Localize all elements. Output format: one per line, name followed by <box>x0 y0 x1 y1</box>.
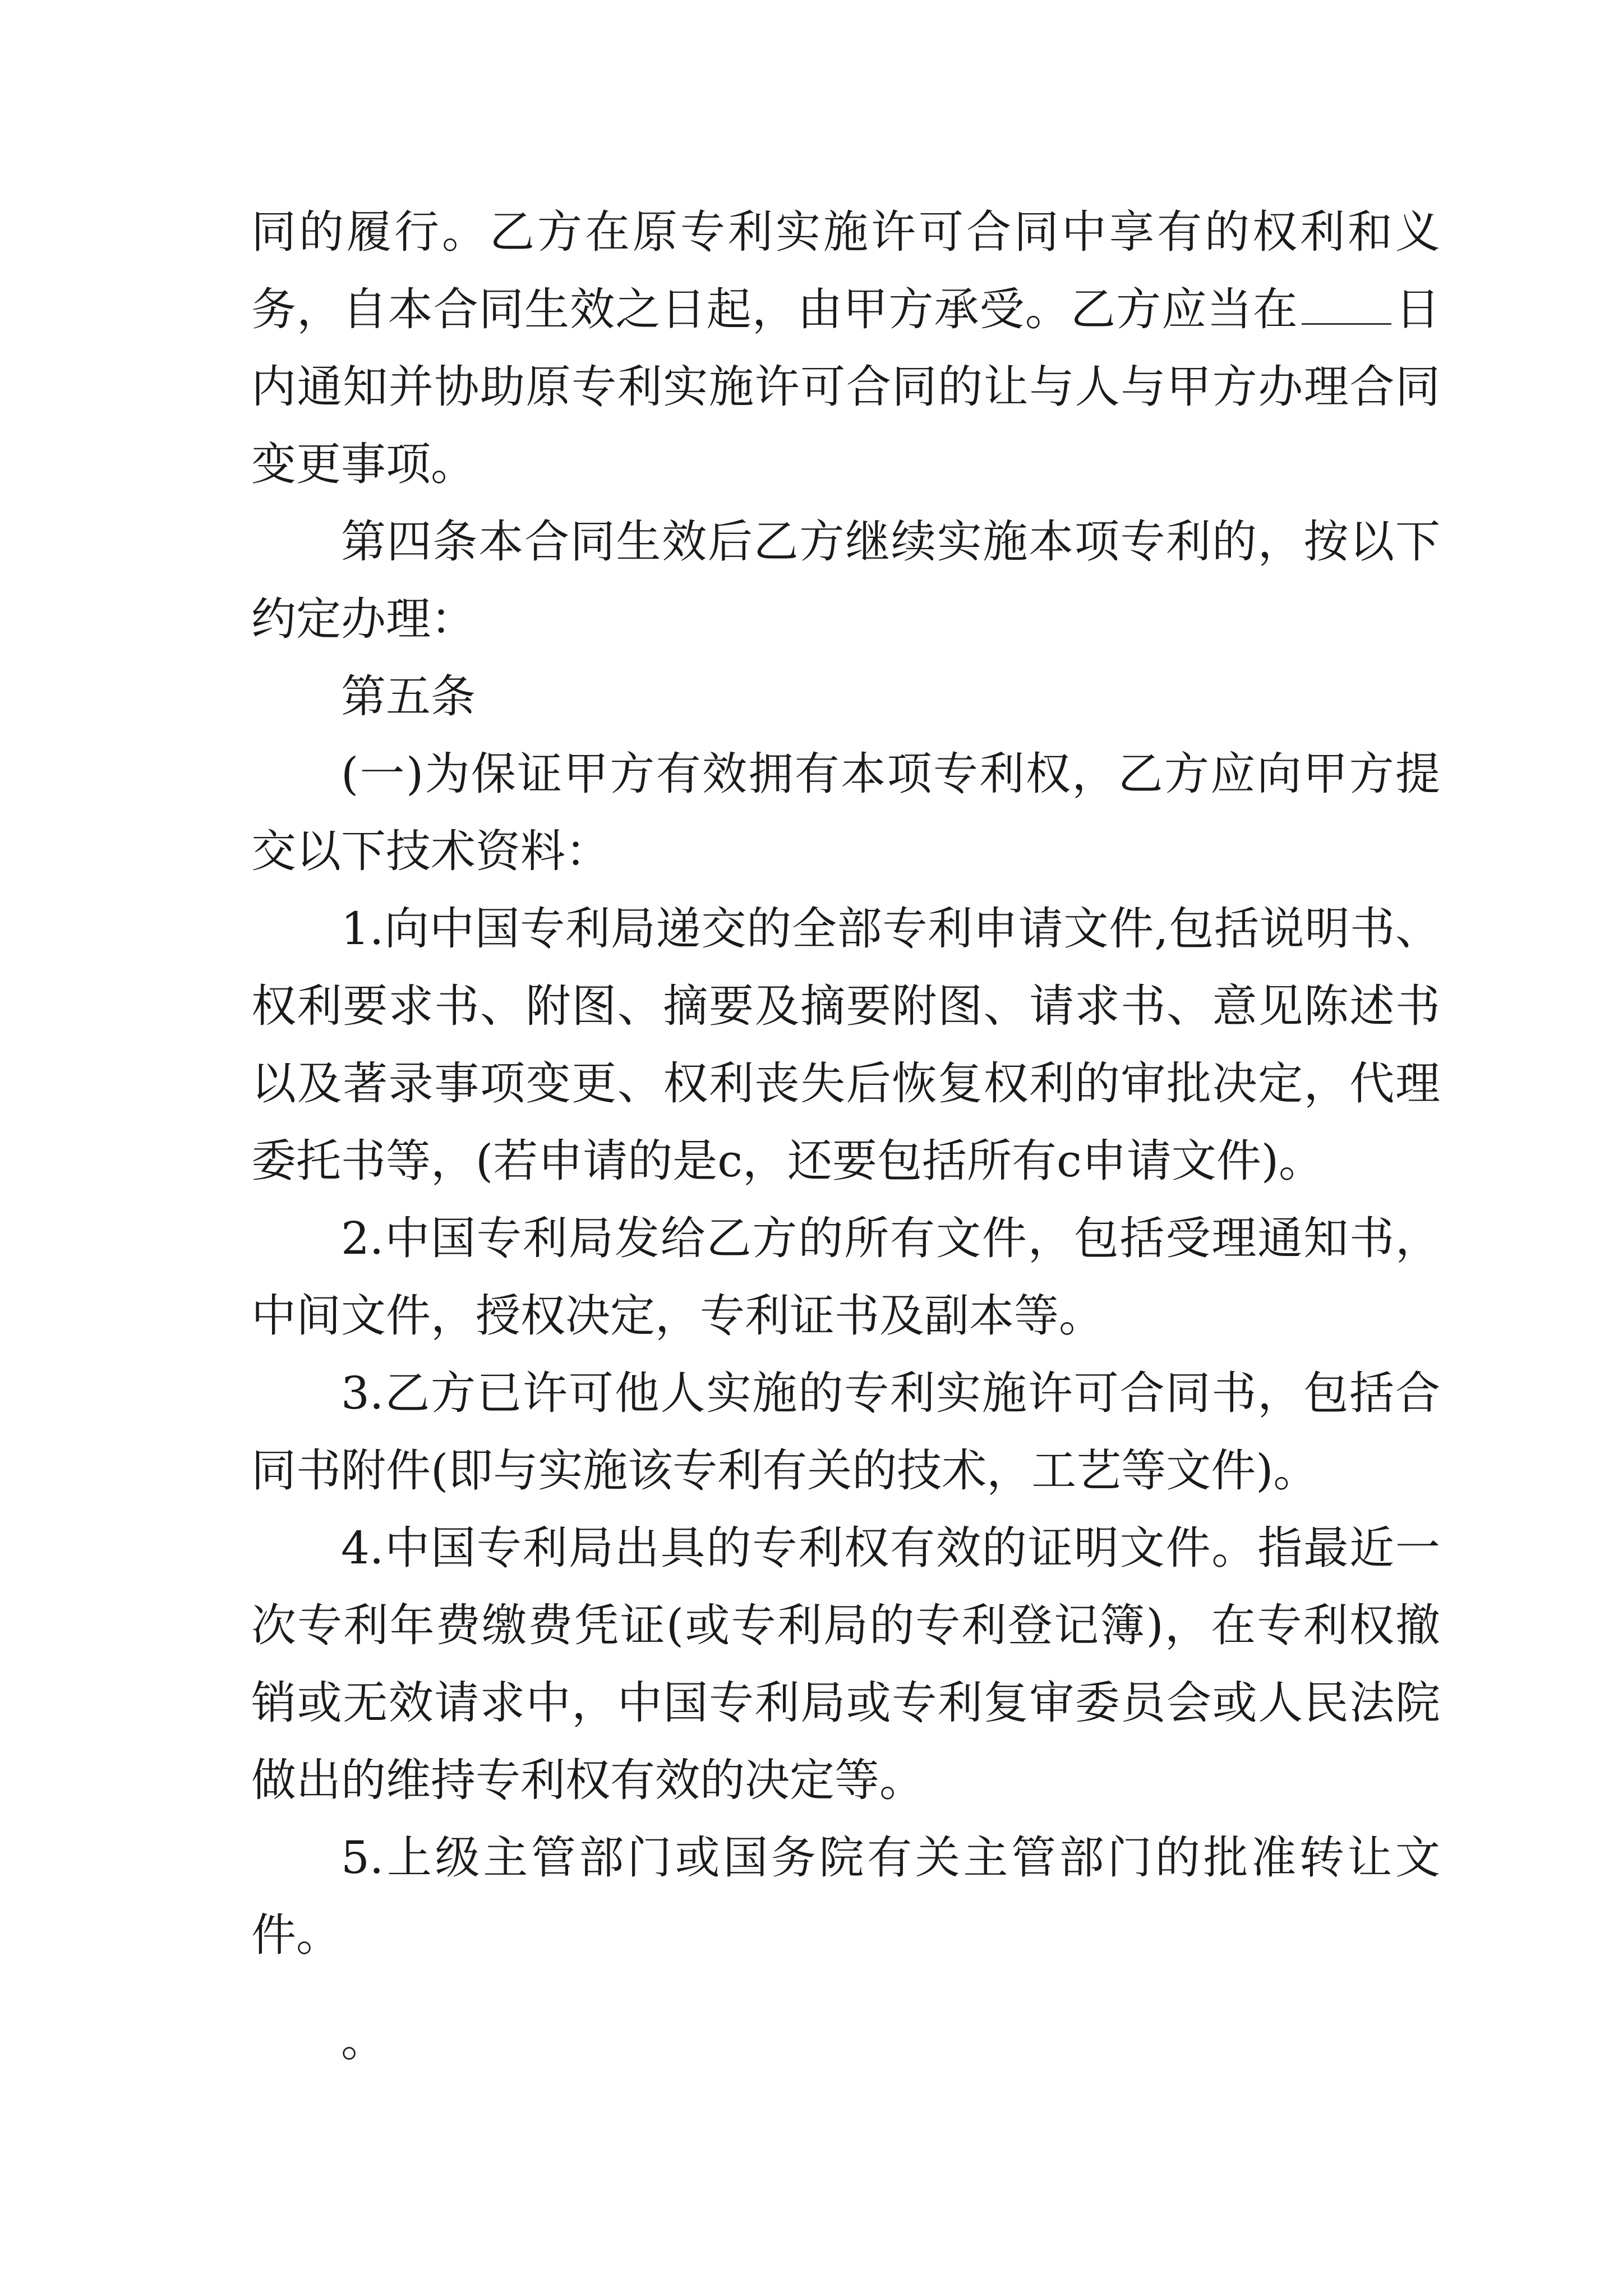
paragraph-text: 同的履行。乙方在原专利实施许可合同中享有的权利和义务，自本合同生效之日起，由甲方承受。乙方应当在 <box>251 206 1440 335</box>
fill-in-blank-days <box>1302 284 1391 325</box>
paragraph-contract-continuation <box>251 194 1440 503</box>
paragraph-clause-1: (一)为保证甲方有效拥有本项专利权，乙方应向甲方提交以下技术资料： <box>251 748 1440 877</box>
end-mark: 。 <box>341 2014 386 2067</box>
list-item-3: 3.乙方已许可他人实施的专利实施许可合同书，包括合同书附件(即与实施该专利有关的技术，工艺等文件)。 <box>251 1367 1440 1497</box>
heading-article-5: 第五条 <box>341 670 476 723</box>
list-item-1: 1.向中国专利局递交的全部专利申请文件,包括说明书、权利要求书、附图、摘要及摘要附图、请求书、意见陈述书以及著录事项变更、权利丧失后恢复权利的审批决定，代理委托书等，(若申请的是c，还要包括所有c申请文件)。 <box>251 903 1440 1187</box>
document-body <box>251 194 1440 2079</box>
paragraph-article-4: 第四条本合同生效后乙方继续实施本项专利的，按以下约定办理： <box>251 516 1440 645</box>
list-item-5: 5.上级主管部门或国务院有关主管部门的批准转让文件。 <box>251 1832 1440 1961</box>
list-item-2: 2.中国专利局发给乙方的所有文件，包括受理通知书，中间文件，授权决定，专利证书及副本等。 <box>251 1212 1440 1342</box>
list-item-4: 4.中国专利局出具的专利权有效的证明文件。指最近一次专利年费缴费凭证(或专利局的专利登记簿)，在专利权撤销或无效请求中，中国专利局或专利复审委员会或人民法院做出的维持专利权有效的决定等。 <box>251 1522 1440 1806</box>
paragraph-text: 日内通知并协助原专利实施许可合同的让与人与甲方办理合同变更事项。 <box>251 283 1441 490</box>
